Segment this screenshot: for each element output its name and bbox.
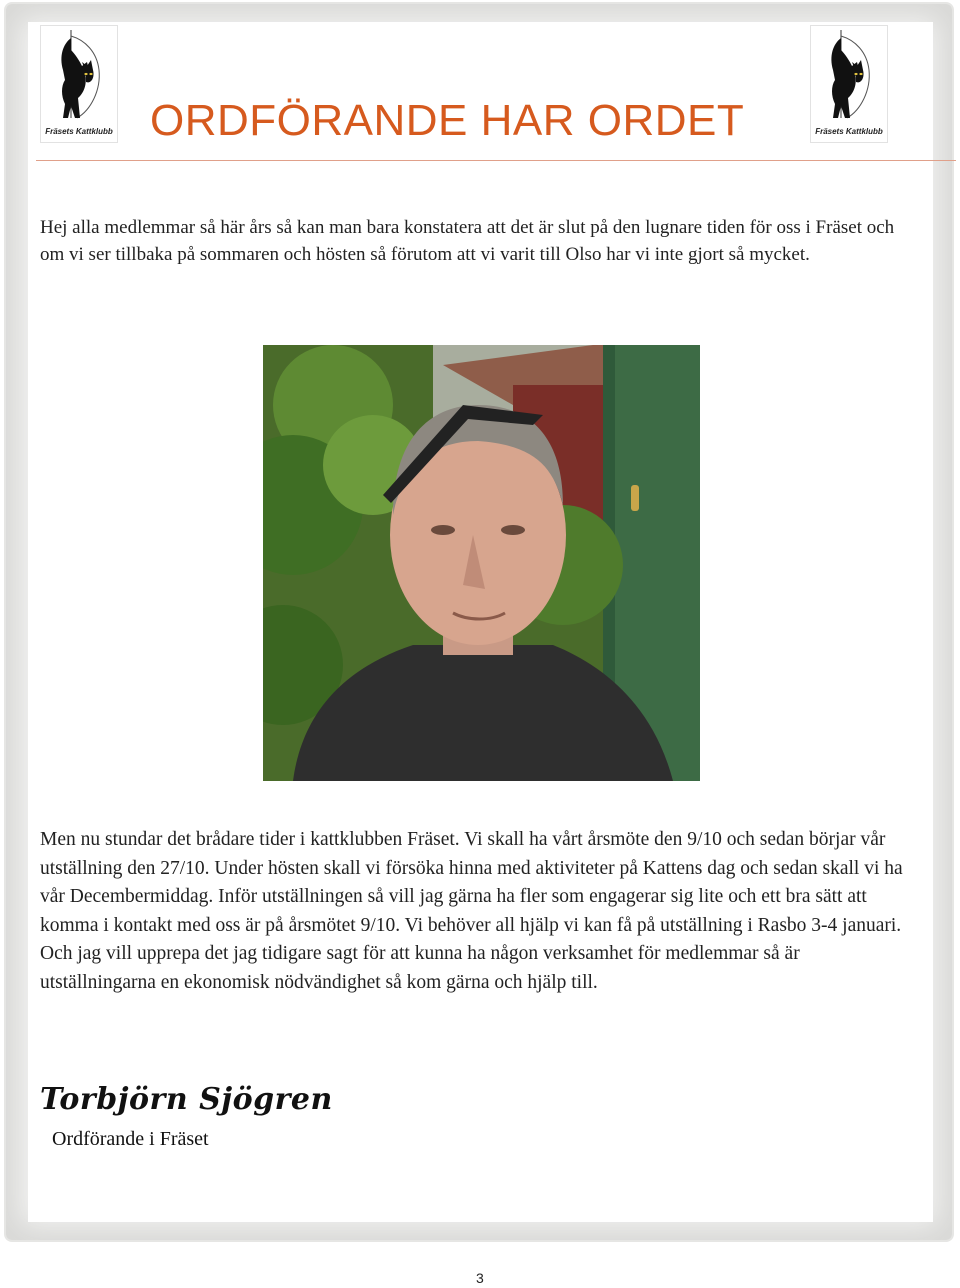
cat-logo-icon [811, 26, 887, 142]
club-logo-right [810, 25, 888, 143]
page-number: 3 [476, 1270, 484, 1286]
logo-caption: Fräsets Kattklubb [45, 127, 113, 136]
page-title: ORDFÖRANDE HAR ORDET [150, 96, 745, 145]
logo-caption: Fräsets Kattklubb [815, 127, 883, 136]
club-logo-left [40, 25, 118, 143]
chairman-portrait-photo [263, 345, 700, 781]
body-paragraph: Men nu stundar det brådare tider i kattklubben Fräset. Vi skall ha vårt årsmöte den 9/10 och sedan börjar vår utställning den 27/10. Under hösten skall vi försöka hinna med aktiviteter på Kattens dag och sedan skall vi ha vår Decembermiddag. Inför utställningen så vill jag gärna ha fler som engagerar sig lite och ett bra sätt att komma i kontakt med oss är på årsmötet 9/10. Vi behöver all hjälp vi kan få på utställning i Rasbo 3-4 januari. Och jag vill upprepa det jag tidigare sagt för att kunna ha någon verksamhet för medlemmar så är utställningarna en ekonomisk nödvändighet så kom gärna och hjälp till. [40, 829, 903, 993]
signature-role: Ordförande i Fräset [52, 1128, 209, 1150]
cat-logo-icon [41, 26, 117, 142]
intro-paragraph: Hej alla medlemmar så här års så kan man bara konstatera att det är slut på den lugnare tiden för oss i Fräset och om vi ser tillbaka på sommaren och hösten så förutom att vi varit till Olso har vi inte gjort så mycket. [40, 217, 895, 265]
title-divider [36, 160, 956, 161]
signature-name: Torbjörn Sjögren [40, 1082, 333, 1117]
